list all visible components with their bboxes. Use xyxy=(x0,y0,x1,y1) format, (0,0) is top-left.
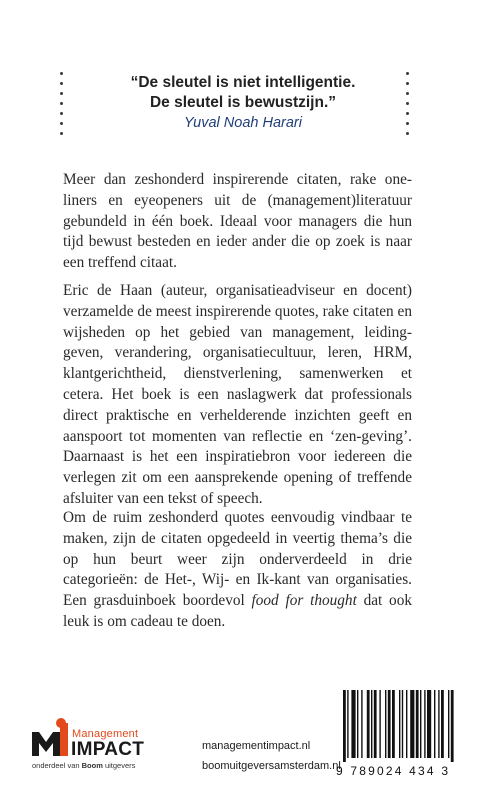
barcode-bar xyxy=(392,690,395,758)
url-boom-uitgevers: boomuitgeversamsterdam.nl xyxy=(202,760,341,772)
barcode-bar xyxy=(427,690,431,758)
url-management-impact: managementimpact.nl xyxy=(202,740,311,752)
logo-m-icon xyxy=(32,732,60,756)
quote-line-1: “De sleutel is niet intelligentie. xyxy=(130,74,356,91)
logo-subline-suffix: uitgevers xyxy=(102,761,136,770)
logo-subline xyxy=(32,761,172,770)
barcode-bar xyxy=(374,690,377,758)
paragraph-structure-text-a: Om de ruim zeshonderd quotes eenvoudig vindbaar te maken, zijn de citaten opgedeeld in veertig thema’s die op hun beurt weer zijn onderverdeeld in drie categorieën: de Het-, Wij- en Ik-kant van organisaties. Een grasduinboek boordevol xyxy=(63,509,412,610)
barcode-bar xyxy=(367,690,370,758)
logo-subline-brand: Boom xyxy=(81,761,103,770)
left-dot-ornament xyxy=(60,72,64,142)
barcode-bar xyxy=(406,690,407,758)
paragraph-structure-text-b: dat ook leuk is om cadeau te doen. xyxy=(63,592,412,630)
barcode-bar xyxy=(347,690,348,758)
barcode-bar xyxy=(451,690,454,762)
barcode-bar xyxy=(424,690,425,758)
barcode-bar xyxy=(357,690,358,758)
isbn-number: 9 789024 434 3 xyxy=(336,764,451,778)
epigraph-quote xyxy=(80,73,406,133)
barcode-bar xyxy=(434,690,435,758)
paragraph-intro: Meer dan zeshonderd inspirerende citaten, rake one-liners en eyeopeners uit de (management)literatuur gebundeld in één boek. Ideaal voor managers die hun tijd bewust besteden en ieder ander die op zoek is naar een treffend citaat. xyxy=(63,171,412,272)
barcode-bar xyxy=(399,690,400,758)
barcode-bar xyxy=(343,690,346,762)
barcode-bar xyxy=(420,690,421,758)
barcode-bar xyxy=(438,690,439,758)
barcode-bar xyxy=(441,690,444,758)
barcode-bar xyxy=(385,690,386,758)
quote-line-2: De sleutel is bewustzijn.” xyxy=(149,94,337,111)
paragraph-structure-emphasis: food for thought xyxy=(251,592,357,610)
logo-subline-prefix: onderdeel van xyxy=(32,761,82,770)
barcode-bar xyxy=(402,690,403,758)
quote-author: Yuval Noah Harari xyxy=(184,115,302,131)
barcode-bar xyxy=(388,690,391,758)
logo-impact-text: IMPACT xyxy=(71,739,145,760)
right-dot-ornament xyxy=(406,72,410,142)
logo-management-text: Management xyxy=(72,728,139,740)
barcode-bar xyxy=(448,690,449,758)
management-impact-logo xyxy=(32,718,152,774)
barcode-bar xyxy=(371,690,372,758)
logo-i-dot xyxy=(56,718,66,728)
barcode-bar xyxy=(379,690,380,758)
barcode-bar xyxy=(410,690,414,758)
paragraph-structure xyxy=(63,508,412,633)
barcode-bar xyxy=(351,690,355,758)
publisher-urls xyxy=(202,736,341,776)
barcode-bar xyxy=(361,690,362,758)
barcode-graphic xyxy=(343,690,483,762)
barcode-bar xyxy=(416,690,419,758)
paragraph-author: Eric de Haan (auteur, organisatieadviseur en docent) verzamelde de meest inspirerende quotes, rake citaten en wijsheden op het gebied van management, leiding-geven, verandering, organisatiecultuur, leren, HRM, klantgerichtheid, dienstverlening, samenwerken et cetera. Het boek is een naslagwerk dat professionals direct praktische en verhelderende inzichten geeft en aanspoort tot momenten van reflectie en ‘zen-geving’. Daarnaast is het een inspiratiebron voor iedereen die verlegen zit om een aansprekende opening of treffende afsluiter van een tekst of speech. xyxy=(63,282,412,507)
